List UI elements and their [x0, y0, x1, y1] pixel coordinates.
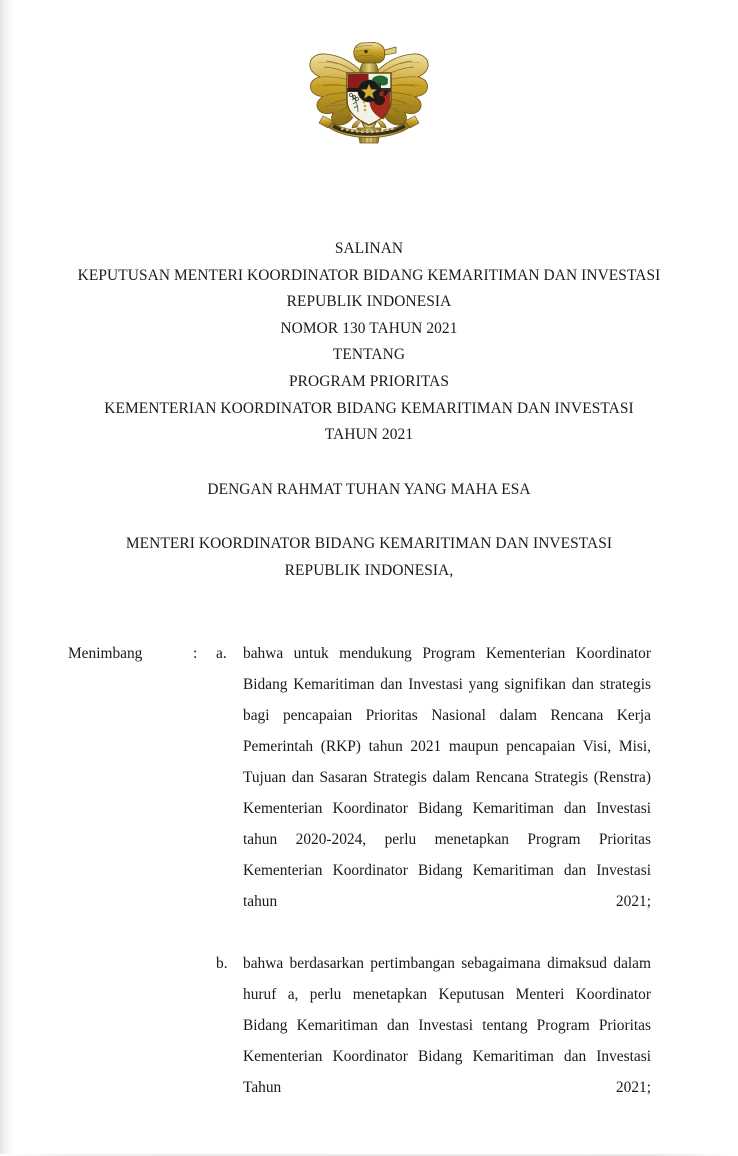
considering-colon: :	[193, 645, 198, 662]
list-item-marker-b: b.	[216, 955, 228, 972]
considering-row	[0, 638, 738, 1134]
heading-line-salinan: SALINAN	[334, 240, 404, 257]
heading-line-tentang: TENTANG	[332, 346, 406, 364]
garuda-head	[354, 43, 396, 64]
heading-line-kementerian: KEMENTERIAN KOORDINATOR BIDANG KEMARITIMAN DAN INVESTASI	[104, 399, 634, 417]
heading-blessing: DENGAN RAHMAT TUHAN YANG MAHA ESA	[207, 480, 531, 498]
heading-line-keputusan: KEPUTUSAN MENTERI KOORDINATOR BIDANG KEMARITIMAN DAN INVESTASI	[77, 266, 661, 284]
considering-section	[0, 638, 738, 1134]
document-heading	[0, 236, 738, 585]
list-item	[216, 948, 651, 1134]
considering-items	[216, 638, 651, 1134]
heading-line-program: PROGRAM PRIORITAS	[289, 372, 449, 390]
heading-authority-line-1: MENTERI KOORDINATOR BIDANG KEMARITIMAN DAN INVESTASI	[125, 535, 613, 553]
considering-label: Menimbang	[68, 645, 143, 662]
heading-spacer-1	[0, 449, 738, 477]
list-item-text-a: bahwa untuk mendukung Program Kementerian Koordinator Bidang Kemaritiman dan Investasi yang signifikan dan strategis bagi pencapaian Prioritas Nasional dalam Rencana Kerja Pemerintah (RKP) tahun 2021 maupun pencapaian Visi, Misi, Tujuan dan Sasaran Strategis dalam Rencana Strategis (Renstra) Kementerian Koordinator Bidang Kemaritiman dan Investasi tahun 2020-2024, perlu menetapkan Program Prioritas Kementerian Koordinator Bidang Kemaritiman dan Investasi tahun 2021;	[243, 645, 651, 910]
heading-line-tahun: TAHUN 2021	[324, 426, 414, 444]
heading-line-nomor: NOMOR 130 TAHUN 2021	[280, 319, 458, 337]
heading-authority-line-2: REPUBLIK INDONESIA,	[284, 561, 454, 579]
heading-spacer-2	[0, 503, 738, 531]
heading-line-republik: REPUBLIK INDONESIA	[286, 293, 452, 311]
list-item	[216, 638, 651, 948]
emblem-container	[0, 36, 738, 152]
pancasila-shield	[347, 73, 391, 125]
garuda-pancasila-emblem	[303, 36, 435, 152]
list-item-text-b: bahwa berdasarkan pertimbangan sebagaimana dimaksud dalam huruf a, perlu menetapkan Keputusan Menteri Koordinator Bidang Kemaritiman dan Investasi tentang Program Prioritas Kementerian Koordinator Bidang Kemaritiman dan Investasi Tahun 2021;	[243, 955, 651, 1096]
list-item-marker-a: a.	[216, 645, 227, 662]
